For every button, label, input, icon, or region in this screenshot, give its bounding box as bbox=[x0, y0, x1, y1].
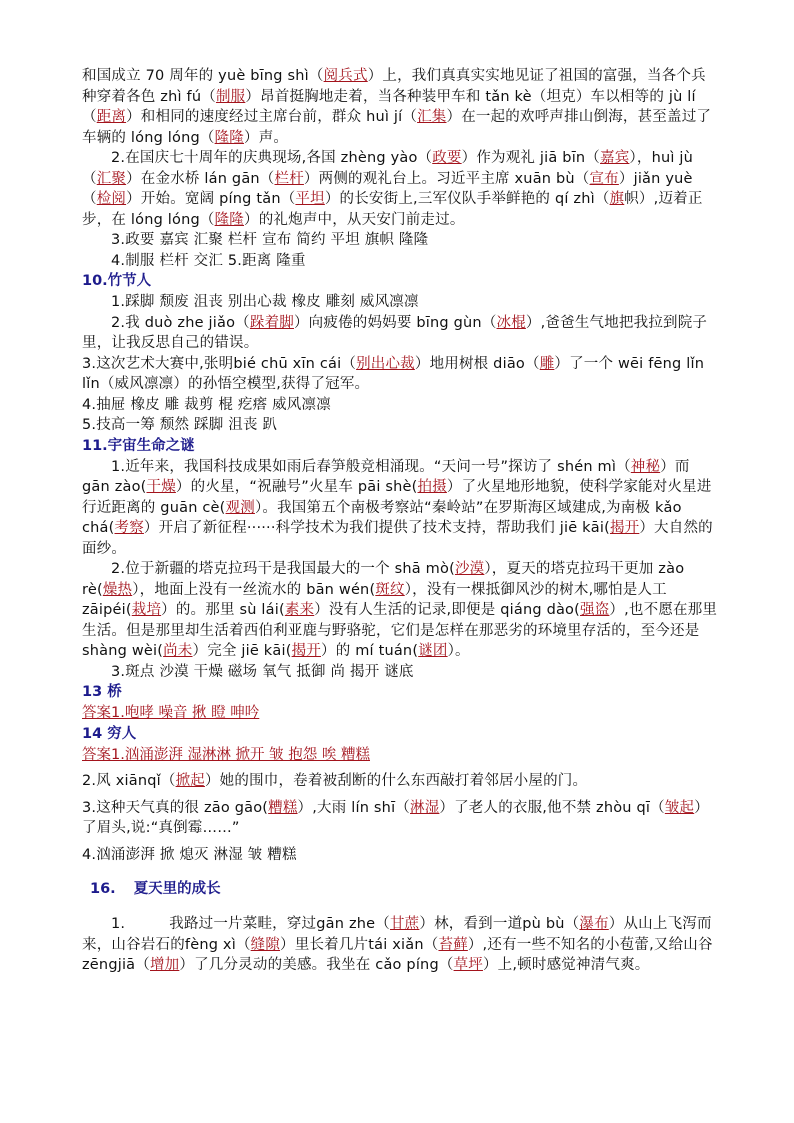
text: 帜）,迈着正步，在 lóng lóng（ bbox=[82, 191, 703, 228]
s16-paragraph-1 bbox=[82, 914, 718, 976]
text: ）的礼炮声中，从天安门前走过。 bbox=[244, 211, 465, 228]
text: ）,大雨 lín shī（ bbox=[297, 799, 410, 816]
s14-paragraph-2 bbox=[82, 771, 718, 792]
s10-paragraph-5: 5.技高一筹 颓然 踩脚 沮丧 趴 bbox=[82, 417, 278, 433]
text: ）从山上飞泻而来，山谷岩石的fèng xì（ bbox=[82, 916, 712, 953]
text: 和国成立 70 周年的 yuè bīng shì（ bbox=[82, 68, 324, 84]
text: ）向疲倦的妈妈要 bīng gùn（ bbox=[293, 314, 497, 331]
text: ）了火星地形地貌，使科学家能对火星进行近距离的 guān cè( bbox=[82, 479, 712, 516]
answer: 制服 bbox=[215, 88, 246, 105]
answer: 栏杆 bbox=[274, 170, 304, 187]
answer: 揭开 bbox=[609, 520, 640, 536]
answer: 宣布 bbox=[589, 170, 619, 187]
s9-paragraph-2 bbox=[82, 148, 718, 230]
answer: 冰棍 bbox=[496, 314, 526, 331]
text: ）和相同的速度经过主席台前，群众 huì jí（ bbox=[126, 109, 418, 125]
answer: 尚未 bbox=[163, 643, 193, 659]
text: ）了眉头,说:“真倒霉……” bbox=[82, 799, 709, 836]
answer: 苔藓 bbox=[438, 936, 468, 953]
text: ）开始。宽阔 píng tǎn（ bbox=[126, 191, 296, 207]
text: ）林，看到一道pù bù（ bbox=[419, 916, 580, 932]
answer: 距离 bbox=[96, 109, 127, 125]
answer: 皱起 bbox=[664, 799, 695, 816]
answer: 观测 bbox=[225, 499, 255, 516]
s10-paragraph-1: 1.踩脚 颓废 沮丧 别出心裁 橡皮 雕刻 威风凛凛 bbox=[111, 294, 419, 310]
answer: 素来 bbox=[284, 602, 315, 618]
text: ）的 mí tuán( bbox=[321, 643, 419, 659]
text: 2.在国庆七十周年的庆典现场,各国 zhèng yào（ bbox=[111, 150, 433, 166]
answer: 揭开 bbox=[291, 643, 321, 659]
document-page bbox=[82, 66, 718, 976]
answer: 干燥 bbox=[146, 479, 176, 495]
answer: 平坦 bbox=[295, 191, 325, 207]
answer: 谜团 bbox=[418, 643, 448, 659]
text: 2.风 xiānqǐ（ bbox=[82, 773, 176, 789]
text: ）大自然的面纱。 bbox=[82, 520, 713, 557]
answer: 阅兵式 bbox=[323, 68, 368, 84]
answer: 检阅 bbox=[96, 191, 127, 207]
text: ）上，我们真真实实地见证了祖国的富强，当各个兵种穿着各色 zhì fú（ bbox=[82, 68, 706, 105]
text: ）开启了新征程······科学技术为我们提供了技术支持，帮助我们 jiē kāi( bbox=[143, 520, 610, 536]
answer: 汇聚 bbox=[96, 170, 127, 187]
answer: 拍摄 bbox=[417, 479, 447, 495]
text: ）在金水桥 lán gān（ bbox=[126, 170, 275, 187]
answer: 别出心裁 bbox=[356, 355, 415, 372]
s13-answer: 答案1.咆哮 噪音 揪 瞪 呻吟 bbox=[82, 705, 260, 721]
text: ）,还有一些不知名的小苞蕾,又给山谷zēngjiā（ bbox=[82, 936, 713, 973]
section-number: 16. bbox=[90, 881, 116, 897]
text: ）了一个 wēi fēng lǐn lǐn（威风凛凛）的孙悟空模型,获得了冠军。 bbox=[82, 355, 705, 392]
answer: 增加 bbox=[149, 957, 180, 973]
text: 我路过一片菜畦，穿过gān zhe（ bbox=[169, 916, 390, 932]
answer: 雕 bbox=[539, 355, 555, 372]
text: ），没有一棵抵御风沙的树木,哪怕是人工 zāipéi( bbox=[82, 581, 667, 618]
text: ）她的围巾，卷着被刮断的什么东西敲打着邻居小屋的门。 bbox=[204, 773, 588, 789]
text: ）地用树根 diāo（ bbox=[414, 355, 540, 372]
text: 2.我 duò zhe jiǎo（ bbox=[111, 314, 250, 331]
text: ）了老人的衣服,他不禁 zhòu qī（ bbox=[439, 799, 665, 816]
text: ）昂首挺胸地走着，当各种装甲车和 tǎn kè（坦克）车以相等的 jù lí（ bbox=[82, 88, 696, 125]
answer: 掀起 bbox=[175, 773, 205, 789]
text: ）。 bbox=[447, 643, 470, 659]
s16-heading bbox=[90, 879, 718, 900]
s13-heading: 13 桥 bbox=[82, 684, 122, 700]
s11-paragraph-1 bbox=[82, 457, 718, 560]
text: ）完全 jiē kāi( bbox=[192, 643, 292, 659]
text: ）没有人生活的记录,即便是 qiáng dào( bbox=[314, 602, 580, 618]
answer: 汇集 bbox=[417, 109, 447, 125]
text: ），夏天的塔克拉玛干更加 zào rè( bbox=[82, 561, 685, 598]
answer: 甘蔗 bbox=[389, 916, 420, 932]
text: ）里长着几片tái xiǎn（ bbox=[280, 936, 439, 953]
s9-paragraph-3: 3.政要 嘉宾 汇聚 栏杆 宣布 简约 平坦 旗帜 隆隆 bbox=[111, 232, 429, 248]
s11-paragraph-2 bbox=[82, 559, 718, 662]
answer: 瀑布 bbox=[579, 916, 609, 932]
answer: 淋湿 bbox=[410, 799, 440, 816]
text: ）的火星，“祝融号”火星车 pāi shè( bbox=[175, 479, 418, 495]
text: ），地面上没有一丝流水的 bān wén( bbox=[132, 581, 376, 598]
text: ）,爸爸生气地把我拉到院子里，让我反思自己的错误。 bbox=[82, 314, 708, 351]
text: 1.近年来，我国科技成果如雨后春笋般竞相涌现。“天问一号”探访了 shén mì（ bbox=[111, 458, 631, 475]
text: ）而 gān zào( bbox=[82, 458, 690, 495]
answer: 神秘 bbox=[630, 458, 661, 475]
text: ）作为观礼 jiā bīn（ bbox=[461, 150, 601, 166]
s11-paragraph-3: 3.斑点 沙漠 干燥 磁场 氧气 抵御 尚 揭开 谜底 bbox=[111, 663, 414, 680]
text: ）在一起的欢呼声排山倒海，甚至盖过了车辆的 lóng lóng（ bbox=[82, 109, 712, 146]
text: ）,也不愿在那里生活。但是那里却生活着西伯利亚鹿与野骆驼，它们是怎样在那恶劣的环境里存活的，至今还是 shàng wèi( bbox=[82, 602, 718, 659]
answer: 沙漠 bbox=[454, 561, 485, 577]
text: ）的。那里 sù lái( bbox=[161, 602, 285, 618]
s9-paragraph-4: 4.制服 栏杆 交汇 5.距离 隆重 bbox=[111, 252, 306, 269]
answer: 隆隆 bbox=[214, 211, 245, 228]
answer: 旗 bbox=[609, 191, 625, 207]
text: 3.这次艺术大赛中,张明bié chū xīn cái（ bbox=[82, 355, 357, 372]
s10-paragraph-2 bbox=[82, 313, 718, 354]
s14-paragraph-3 bbox=[82, 798, 718, 839]
item-number: 1. bbox=[111, 916, 126, 932]
text: ）的长安街上,三军仪队手举鲜艳的 qí zhì（ bbox=[324, 191, 610, 207]
s9-paragraph-1 bbox=[82, 66, 718, 148]
s10-paragraph-4: 4.抽屉 橡皮 雕 裁剪 棍 疙瘩 威风凛凛 bbox=[82, 396, 331, 413]
s10-paragraph-3 bbox=[82, 354, 718, 395]
text: ）jiǎn yuè（ bbox=[82, 170, 693, 207]
answer: 糟糕 bbox=[268, 799, 298, 816]
s14-answer: 答案1.汹涌澎湃 湿淋淋 掀开 皱 抱怨 唉 糟糕 bbox=[82, 746, 370, 763]
s14-paragraph-4: 4.汹涌澎湃 掀 熄灭 淋湿 皱 糟糕 bbox=[82, 846, 297, 863]
answer: 缝隙 bbox=[250, 936, 281, 953]
answer: 嘉宾 bbox=[600, 150, 630, 166]
answer: 跺着脚 bbox=[249, 314, 294, 331]
section-title: 夏天里的成长 bbox=[133, 881, 221, 897]
answer: 强盗 bbox=[580, 602, 610, 618]
answer: 栽培 bbox=[131, 602, 162, 618]
text: ）两侧的观礼台上。习近平主席 xuān bù（ bbox=[303, 170, 590, 187]
text: ）上,顿时感觉神清气爽。 bbox=[482, 957, 650, 973]
text: ）。我国第五个南极考察站“秦岭站”在罗斯海区域建成,为南极 kǎo chá( bbox=[82, 499, 682, 536]
answer: 燥热 bbox=[102, 581, 133, 598]
answer: 考察 bbox=[114, 520, 144, 536]
answer: 草坪 bbox=[453, 957, 483, 973]
s11-heading: 11.宇宙生命之谜 bbox=[82, 437, 195, 454]
text: ）了几分灵动的美感。我坐在 cǎo píng（ bbox=[179, 957, 454, 973]
s10-heading: 10.竹节人 bbox=[82, 273, 152, 289]
text: 3.这种天气真的很 zāo gāo( bbox=[82, 799, 269, 816]
answer: 隆隆 bbox=[214, 129, 245, 146]
text: 2.位于新疆的塔克拉玛干是我国最大的一个 shā mò( bbox=[111, 561, 455, 577]
answer: 政要 bbox=[432, 150, 462, 166]
s14-heading: 14 穷人 bbox=[82, 725, 137, 742]
text: ）声。 bbox=[244, 129, 289, 146]
answer: 斑纹 bbox=[375, 581, 405, 598]
text: ），huì jù（ bbox=[82, 150, 694, 187]
